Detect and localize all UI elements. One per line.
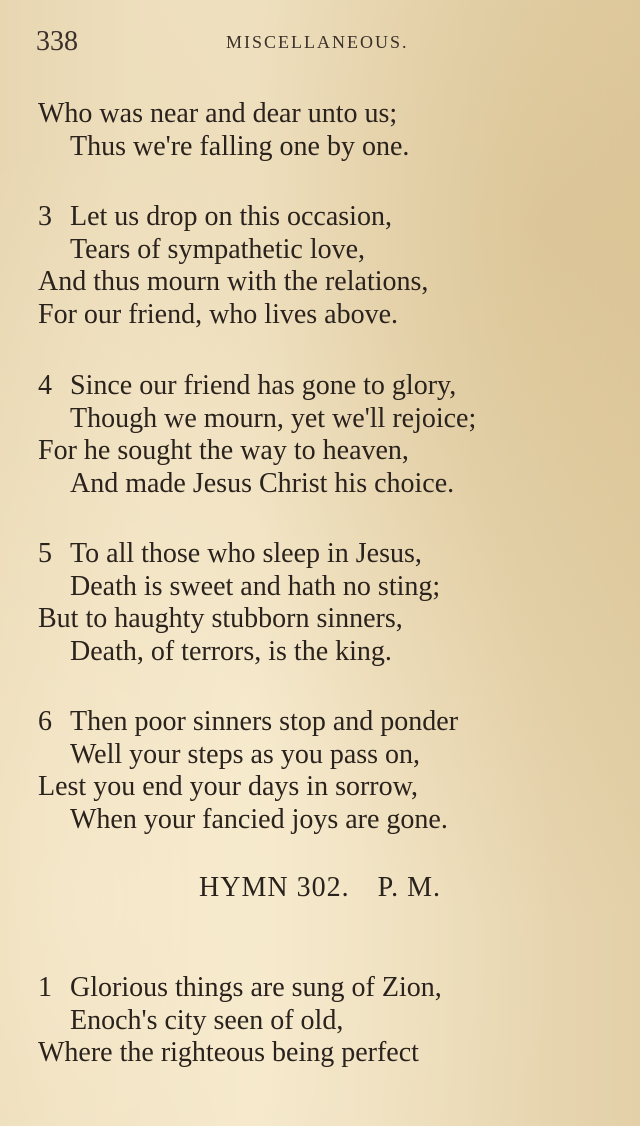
verse-line: Glorious things are sung of Zion, [70,972,442,1003]
verse-number: 5 [38,538,52,569]
verse-line: Death, of terrors, is the king. [70,635,392,667]
verse-line: Where the righteous being perfect [38,1037,419,1068]
verse-line: For he sought the way to heaven, [38,435,409,466]
verse-line: And made Jesus Christ his choice. [70,467,455,499]
verse-line: To all those who sleep in Jesus, [70,538,422,569]
hymn-302-stanza-1 [38,972,598,1070]
stanza-5 [38,538,598,668]
stanza-continued [38,98,598,163]
verse-line: But to haughty stubborn sinners, [38,603,403,634]
hymn-title: HYMN 302. [199,872,350,903]
verse-number: 6 [38,706,52,737]
verse-number: 3 [38,201,52,232]
stanza-4 [38,370,598,500]
stanza-6 [38,706,598,836]
verse-line: When your fancied joys are gone. [70,803,448,835]
verse-number: 4 [38,370,52,401]
hymn-meter: P. M. [377,872,441,903]
verse-line: For our friend, who lives above. [38,298,399,330]
page-header [36,26,596,56]
stanza-3 [38,201,598,331]
verse-line: Let us drop on this occasion, [70,201,392,232]
verse-number: 1 [38,972,52,1003]
verse-line: Since our friend has gone to glory, [70,370,457,401]
verse-line: Lest you end your days in sorrow, [38,771,419,802]
verse-line: Tears of sympathetic love, [70,233,366,265]
page-number: 338 [36,26,78,57]
running-head: MISCELLANEOUS. [226,32,409,52]
verse-line: Thus we're falling one by one. [70,130,410,162]
verse-line: Though we mourn, yet we'll rejoice; [70,402,477,434]
verse-line: Then poor sinners stop and ponder [70,706,459,737]
hymn-heading [0,872,640,904]
verse-line: Death is sweet and hath no sting; [70,570,441,602]
verse-line: Enoch's city seen of old, [70,1004,344,1036]
verse-line: Who was near and dear unto us; [38,98,398,129]
verse-line: Well your steps as you pass on, [70,738,421,770]
verse-line: And thus mourn with the relations, [38,266,429,297]
